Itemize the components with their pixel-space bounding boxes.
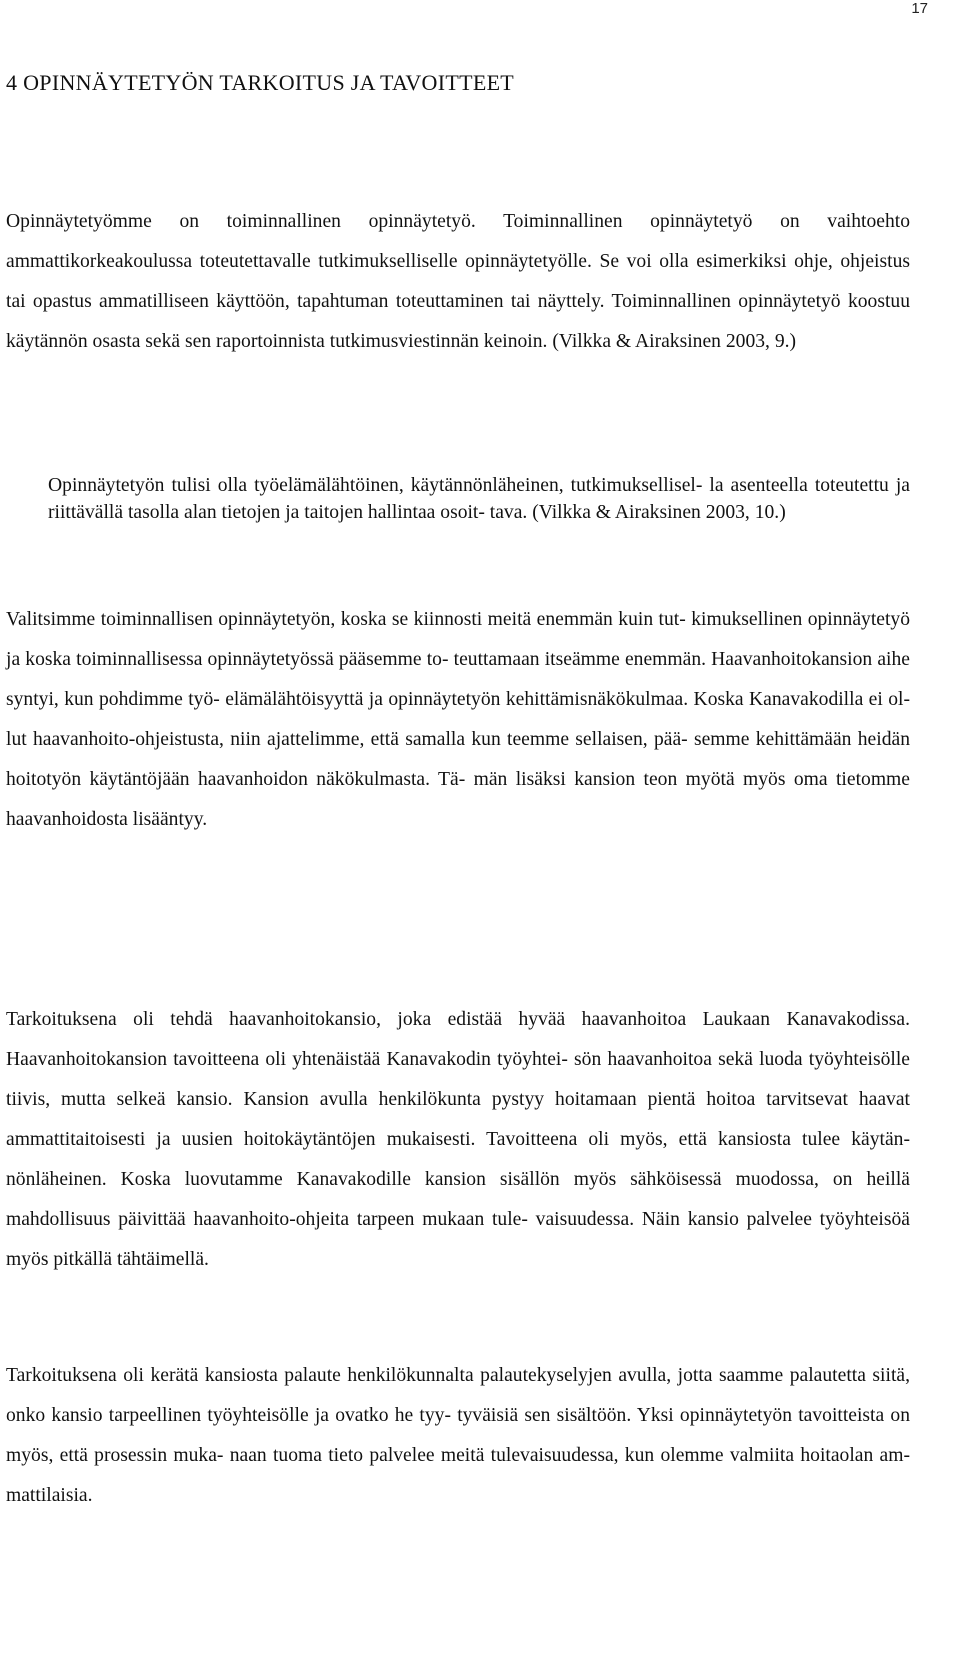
paragraph-choice: Valitsimme toiminnallisen opinnäytetyön, koska se kiinnosti meitä enemmän kuin tut- kimuksellinen opinnäytetyö ja koska toiminnallisessa opinnäytetyössä pääsemme to- teuttamaan itseämme enemmän. Haavanhoitokansion aihe syntyi, kun pohdimme työ- elämälähtöisyyttä ja opinnäytetyön kehittämisnäkökulmaa. Koska Kanavakodilla ei ol- lut haavanhoito-ohjeistusta, niin ajattelimme, että samalla kun teemme sellaisen, pää- semme kehittämään heidän hoitotyön käytäntöjään haavanhoidon näkökulmasta. Tä- män lisäksi kansion teon myötä myös oma tietomme haavanhoidosta lisääntyy. — [6, 609, 910, 830]
page-number: 17 — [911, 0, 928, 17]
chapter-heading: 4 OPINNÄYTETYÖN TARKOITUS JA TAVOITTEET — [6, 70, 515, 95]
block-quote: Opinnäytetyön tulisi olla työelämälähtöinen, käytännönläheinen, tutkimuksellisel- la asenteella toteutettu ja riittävällä tasolla alan tietojen ja taitojen hallintaa osoit- tava. (Vilkka & Airaksinen 2003, 10.) — [48, 475, 910, 523]
paragraph-feedback: Tarkoituksena oli kerätä kansiosta palaute henkilökunnalta palautekyselyjen avulla, jotta saamme palautetta siitä, onko kansio tarpeellinen työyhteisölle ja ovatko he tyy- tyväisiä sen sisältöön. Yksi opinnäytetyön tavoitteista on myös, että prosessin muka- naan tuoma tieto palvelee meitä tulevaisuudessa, kun olemme valmiita hoitaolan am- mattilaisia. — [6, 1365, 910, 1506]
paragraph-purpose: Tarkoituksena oli tehdä haavanhoitokansio, joka edistää hyvää haavanhoitoa Laukaan Kanavakodissa. Haavanhoitokansion tavoitteena oli yhtenäistää Kanavakodin työyhtei- sön haavanhoitoa sekä luoda työyhteisölle tiivis, mutta selkeä kansio. Kansion avulla henkilökunta pystyy hoitamaan pientä hoitoa tarvitsevat haavat ammattitaitoisesti ja uusien hoitokäytäntöjen mukaisesti. Tavoitteena oli myös, että kansiosta tulee käytän- nönläheinen. Koska luovutamme Kanavakodille kansion sisällön myös sähköisessä muodossa, on heillä mahdollisuus päivittää haavanhoito-ohjeita tarpeen mukaan tule- vaisuudessa. Näin kansio palvelee työyhteisöä myös pitkällä tähtäimellä. — [6, 1009, 910, 1270]
paragraph-intro: Opinnäytetyömme on toiminnallinen opinnäytetyö. Toiminnallinen opinnäytetyö on vaihtoehto ammattikorkeakoulussa toteutettavalle tutkimukselliselle opinnäytetyölle. Se voi olla esimerkiksi ohje, ohjeistus tai opastus ammatilliseen käyttöön, tapahtuman toteuttaminen tai näyttely. Toiminnallinen opinnäytetyö koostuu käytännön osasta sekä sen raportoinnista tutkimusviestinnän keinoin. (Vilkka & Airaksinen 2003, 9.) — [6, 211, 910, 352]
